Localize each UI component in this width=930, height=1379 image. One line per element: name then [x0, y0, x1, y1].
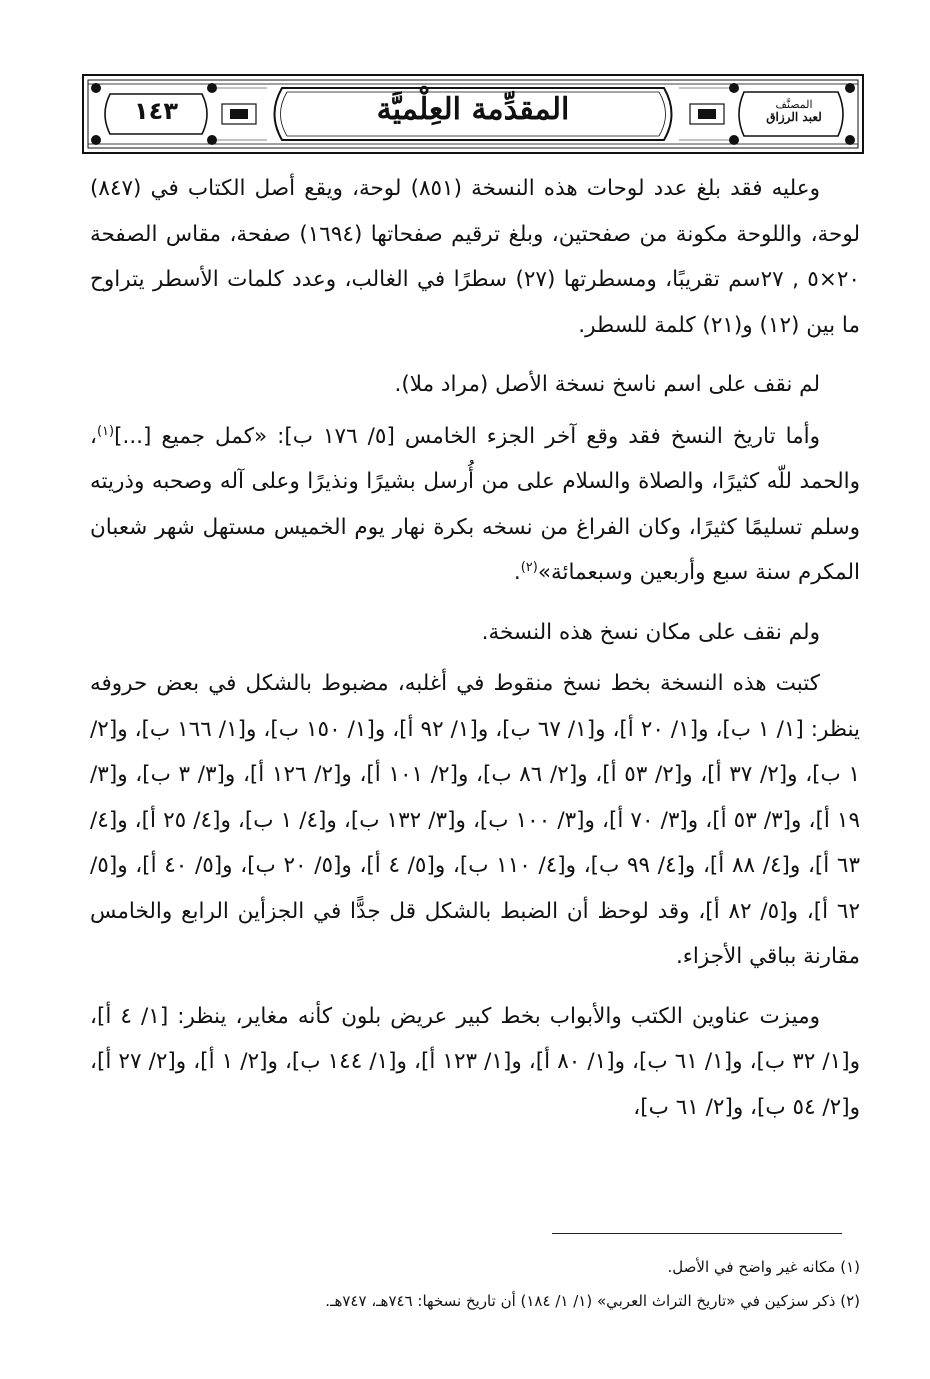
footnotes — [90, 1250, 860, 1318]
footnote-separator — [552, 1233, 842, 1234]
copy-date-text-a: وأما تاريخ النسخ فقد وقع آخر الجزء الخامس [٥/ ١٧٦ ب]: «كمل جميع [...] — [114, 423, 821, 449]
footnote-2: (٢) ذكر سزكين في «تاريخ التراث العربي» (١/ ١/ ١٨٤) أن تاريخ نسخها: ٧٤٦هـ، ٧٤٧هـ. — [325, 1292, 860, 1310]
paragraph-copy-date — [90, 414, 860, 596]
paragraph-copyist: لم نقف على اسم ناسخ نسخة الأصل (مراد ملا). — [394, 372, 820, 397]
footnote-ref-2[interactable]: (٢) — [520, 559, 538, 575]
running-title: المقدِّمة العِلْميَّة — [376, 92, 570, 127]
paragraph-headings-style: وميزت عناوين الكتب والأبواب بخط كبير عريض بلون كأنه مغاير، ينظر: [١/ ٤ أ]، و[١/ ٣٢ ب]، و[١/ ٦١ ب]، و[١/ ٨٠ أ]، و[١/ ١٢٣ أ]، و[١/ ١٤٤ ب]، و[٢/ ١ أ]، و[٢/ ٢٧ أ]، و[٢/ ٥٤ ب]، و[٢/ ٦١ ب]، — [90, 1003, 861, 1120]
copy-date-text-b: ، والحمد للّه كثيرًا، والصلاة والسلام على من أُرسل بشيرًا ونذيرًا وعلى آله وصحبه وذريته وسلم تسليمًا كثيرًا، وكان الفراغ من نسخه بكرة نهار يوم الخميس مستهل شهر شعبان المكرم سنة سبع وأربعين وسبعمائة» — [90, 423, 860, 585]
page-number: ١٤٣ — [134, 97, 178, 125]
copy-date-text-c: . — [513, 560, 521, 585]
running-header — [82, 74, 864, 154]
paragraph-copy-place: ولم نقف على مكان نسخ هذه النسخة. — [481, 619, 820, 645]
footnote-ref-1[interactable]: (١) — [96, 423, 115, 439]
paragraph-script-style: كتبت هذه النسخة بخط نسخ منقوط في أغلبه، مضبوط بالشكل في بعض حروفه ينظر: [١/ ١ ب]، و[١/ ٢٠ أ]، و[١/ ٦٧ ب]، و[١/ ٩٢ أ]، و[١/ ١٥٠ ب]، و[١/ ١٦٦ ب]، و[٢/ ١ ب]، و[٢/ ٣٧ أ]، و[٢/ ٥٣ أ]، و[٢/ ٨٦ ب]، و[٢/ ١٠١ أ]، و[٢/ ١٢٦ أ]، و[٣/ ٣ ب]، و[٣/ ١٩ أ]، و[٣/ ٥٣ أ]، و[٣/ ٧٠ أ]، و[٣/ ١٠٠ ب]، و[٣/ ١٣٢ ب]، و[٤/ ١ ب]، و[٤/ ٢٥ أ]، و[٤/ ٦٣ أ]، و[٤/ ٨٨ أ]، و[٤/ ٩٩ ب]، و[٤/ ١١٠ ب]، و[٥/ ٤ أ]، و[٥/ ٢٠ ب]، و[٥/ ٤٠ أ]، و[٥/ ٦٢ أ]، و[٥/ ٨٢ أ]، وقد لوحظ أن الضبط بالشكل قل جدًّا في الجزأين الرابع والخامس مقارنة بباقي الأجزاء. — [90, 671, 861, 969]
publisher-logo — [746, 87, 842, 135]
logo-text-top: المصنَّف — [775, 98, 813, 111]
main-text — [90, 166, 860, 1144]
logo-text-bottom: لعبد الرزاق — [766, 110, 822, 124]
footnote-1: (١) مكانه غير واضح في الأصل. — [667, 1258, 860, 1276]
paragraph-manuscript-size: وعليه فقد بلغ عدد لوحات هذه النسخة (٨٥١) لوحة، ويقع أصل الكتاب في (٨٤٧) لوحة، واللوحة مكونة من صفحتين، وبلغ ترقيم صفحاتها (١٦٩٤) صفحة، مقاس الصفحة ٢٠×٥ , ٢٧سم تقريبًا، ومسطرتها (٢٧) سطرًا في الغالب، وعدد كلمات الأسطر يتراوح ما بين (١٢) و(٢١) كلمة للسطر. — [90, 176, 860, 338]
